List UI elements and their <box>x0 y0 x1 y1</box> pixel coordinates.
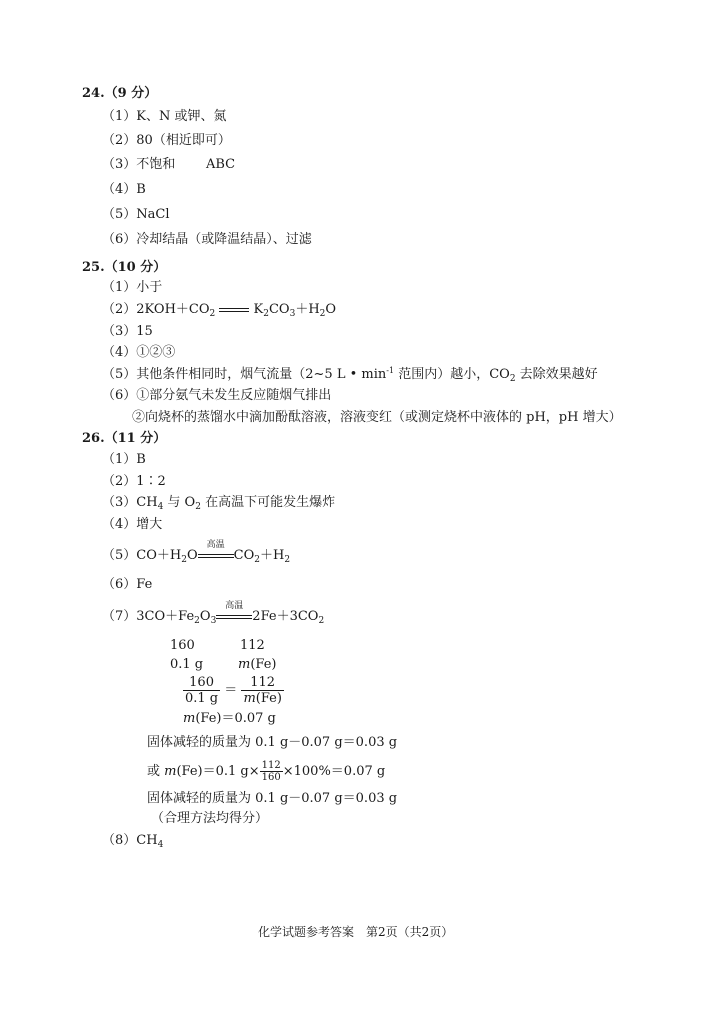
q24-item-2: （2）80（相近即可） <box>102 133 231 148</box>
calc-mfe: m(Fe) <box>238 657 277 672</box>
calc-result: m(Fe)＝0.07 g <box>183 711 276 726</box>
calc-loss-1: 固体减轻的质量为 0.1 g－0.07 g＝0.03 g <box>147 735 398 750</box>
fraction: $\frac{112}{m(Fe)}$ <box>243 675 282 706</box>
q26-item-8: $(8)CH_4$ <box>102 833 164 850</box>
calc-loss-2: 固体减轻的质量为 0.1 g－0.07 g＝0.03 g <box>147 791 398 806</box>
q24-item-3-answer: ABC <box>206 157 236 172</box>
reaction-condition: 高温 <box>198 547 234 565</box>
reaction-condition: 高温 <box>216 608 252 626</box>
q26-item-4: （4）增大 <box>102 517 163 532</box>
q25-header: 25.（10 分） <box>82 260 167 275</box>
q24-item-1: （1）K、N 或钾、氮 <box>102 109 227 124</box>
page-footer: 化学试题参考答案 第2页（共2页） <box>258 925 454 939</box>
q26-item-5: $(5)CO+H_2O$ 高温 $CO_2+H_2$ <box>102 540 291 565</box>
fraction: $\frac{112}{160}$ <box>261 760 281 783</box>
calc-mass: 0.1 g <box>170 657 204 672</box>
calc-160: 160 <box>170 638 195 653</box>
calc-112: 112 <box>240 638 265 653</box>
q25-item-6b: ②向烧杯的蒸馏水中滴加酚酞溶液，溶液变红（或测定烧杯中液体的 pH，pH 增大） <box>132 410 622 425</box>
q24-item-4: （4）B <box>102 182 146 197</box>
fraction: $\frac{160}{0.1 g}$ <box>185 675 219 706</box>
calc-proportion: $\frac{160}{0.1 g}$ ＝ $\frac{112}{m(Fe)}$ <box>185 675 282 706</box>
q26-item-1: （1）B <box>102 452 146 467</box>
calc-alt: 或 m(Fe)＝0.1 g× $\frac{112}{160}$ ×100%＝0.07 g <box>147 760 386 783</box>
q26-item-2: （2）1∶2 <box>102 474 166 489</box>
q25-item-3: （3）15 <box>102 324 153 339</box>
q25-item-4: （4）①②③ <box>102 345 176 360</box>
calc-note: （合理方法均得分） <box>151 811 269 826</box>
q25-item-2: $(2)2KOH+CO_2$ $K_2CO_3+H_2O$ <box>102 302 337 319</box>
q24-header: 24.（9 分） <box>82 86 158 101</box>
q26-item-3: $(3)CH_4$ 与 $O_2$ 在高温下可能发生爆炸 <box>102 495 336 512</box>
q24-item-5: （5）NaCl <box>102 207 170 222</box>
equals-double-line <box>219 301 249 319</box>
q24-item-3: （3）不饱和 <box>102 157 176 172</box>
q24-item-6: （6）冷却结晶（或降温结晶）、过滤 <box>102 232 312 247</box>
q26-item-7: $(7)3CO+Fe_2O_3$ 高温 $2Fe+3CO_2$ <box>102 601 325 626</box>
q25-item-5: （5）其他条件相同时，烟气流量（2~5 L • $\min^{-1}$ 范围内）越小，$CO_2$ 去除效果越好 <box>102 366 598 384</box>
q25-item-1: （1）小于 <box>102 280 163 295</box>
q25-item-6a: （6）①部分氨气未发生反应随烟气排出 <box>102 388 332 403</box>
q26-header: 26.（11 分） <box>82 431 167 446</box>
q26-item-6: （6）Fe <box>102 577 153 592</box>
